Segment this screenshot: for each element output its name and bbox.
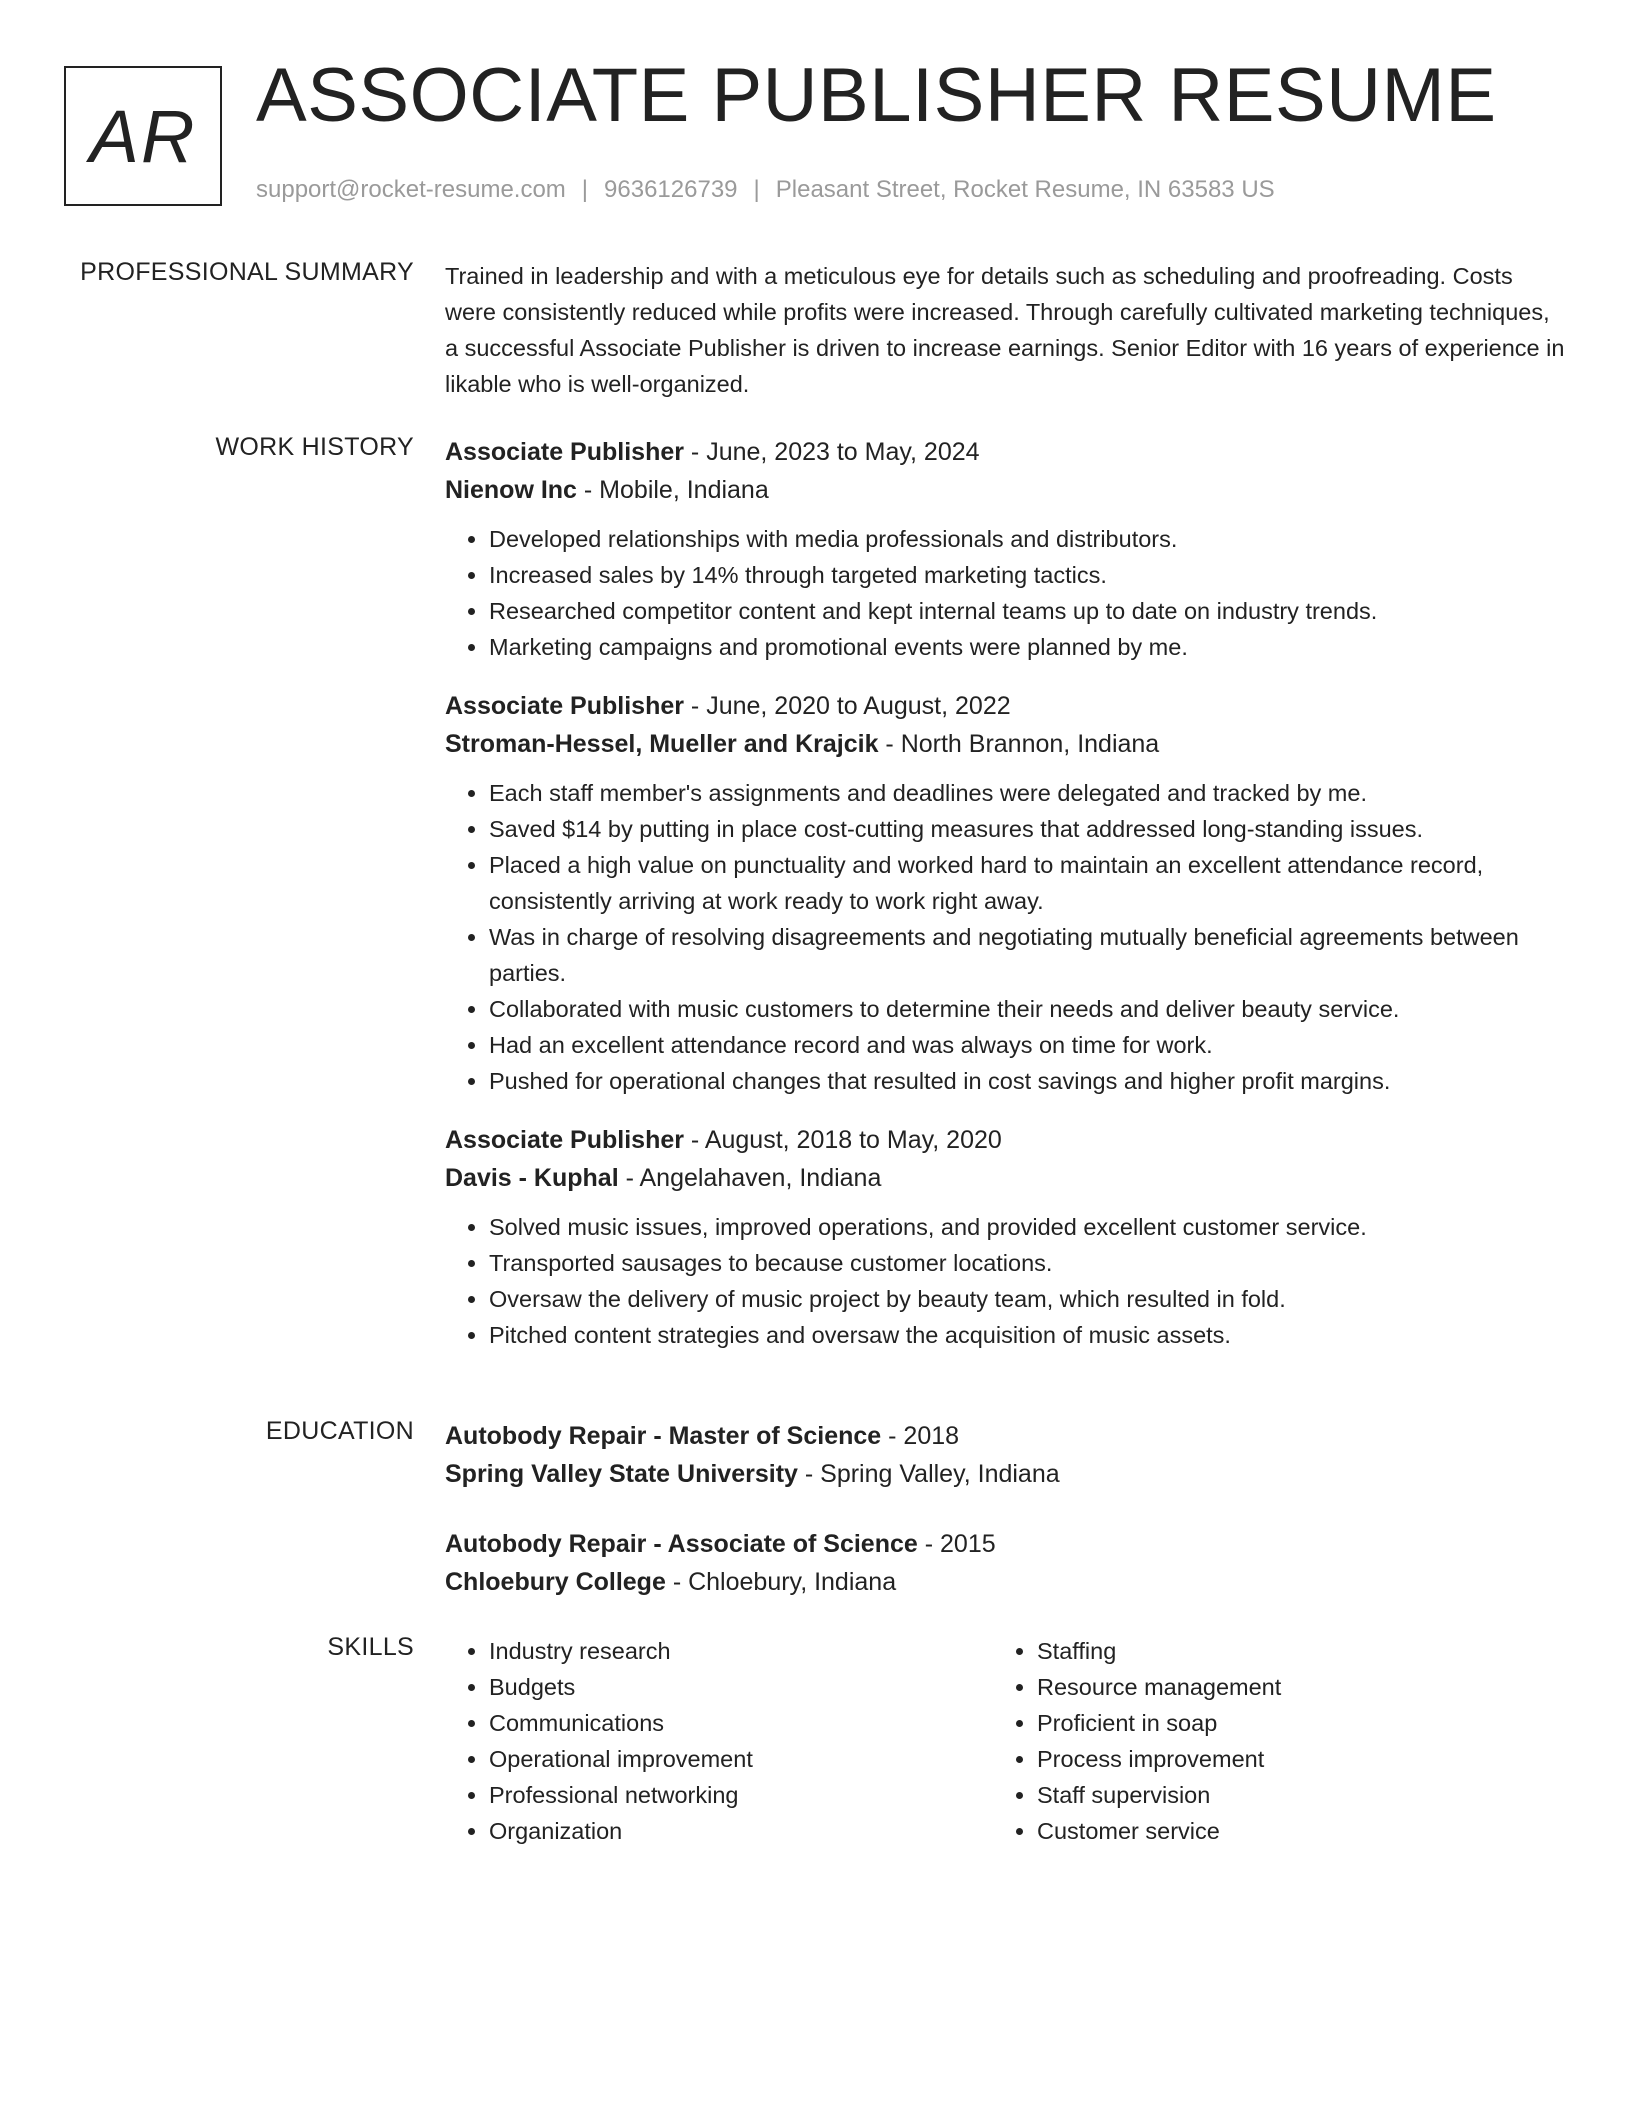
- education-entry: [445, 1525, 1565, 1601]
- job-title: Associate Publisher: [445, 438, 684, 466]
- contact-line: [256, 176, 1275, 204]
- skill-item: • Resource management: [1037, 1669, 1541, 1705]
- education-school: Spring Valley State University: [445, 1460, 798, 1488]
- skill-item: • Professional networking: [489, 1777, 993, 1813]
- skills-list: [445, 1633, 993, 1849]
- job-company: Davis - Kuphal: [445, 1164, 619, 1192]
- education-school-line: [445, 1455, 1565, 1493]
- education-entry: [445, 1417, 1565, 1493]
- education-degree: Autobody Repair - Master of Science: [445, 1422, 882, 1450]
- work-history-heading: WORK HISTORY: [215, 433, 414, 461]
- job-title-line: [445, 1121, 1565, 1159]
- summary-heading: PROFESSIONAL SUMMARY: [80, 258, 414, 286]
- job-bullet: • Was in charge of resolving disagreements and negotiating mutually beneficial agreements between parties.: [489, 919, 1565, 991]
- skill-item: • Operational improvement: [489, 1741, 993, 1777]
- contact-address: Pleasant Street, Rocket Resume, IN 63583 US: [775, 176, 1275, 203]
- job-title-line: [445, 433, 1565, 471]
- job-title: Associate Publisher: [445, 1126, 684, 1154]
- job-bullet: • Developed relationships with media professionals and distributors.: [489, 521, 1565, 557]
- skill-item: • Organization: [489, 1813, 993, 1849]
- education-year: - 2015: [917, 1530, 996, 1558]
- job-title-line: [445, 687, 1565, 725]
- education-body: [445, 1417, 1565, 1633]
- education-school: Chloebury College: [445, 1568, 666, 1596]
- job-entry: [445, 1121, 1565, 1353]
- work-history-body: [445, 433, 1565, 1375]
- skills-columns: [445, 1633, 1565, 1849]
- skill-item: • Communications: [489, 1705, 993, 1741]
- job-dates: - June, 2020 to August, 2022: [683, 692, 1011, 720]
- education-degree-line: [445, 1525, 1565, 1563]
- job-location: - Angelahaven, Indiana: [618, 1164, 882, 1192]
- skill-item: • Staffing: [1037, 1633, 1541, 1669]
- skill-item: • Customer service: [1037, 1813, 1541, 1849]
- resume-title: ASSOCIATE PUBLISHER RESUME: [256, 53, 1497, 138]
- job-bullet: • Researched competitor content and kept internal teams up to date on industry trends.: [489, 593, 1565, 629]
- job-bullets: [445, 521, 1565, 665]
- skills-heading: SKILLS: [327, 1633, 414, 1661]
- job-entry: [445, 687, 1565, 1099]
- job-bullet: • Increased sales by 14% through targeted marketing tactics.: [489, 557, 1565, 593]
- education-school-line: [445, 1563, 1565, 1601]
- education-year: - 2018: [881, 1422, 960, 1450]
- education-location: - Spring Valley, Indiana: [797, 1460, 1060, 1488]
- job-title: Associate Publisher: [445, 692, 684, 720]
- contact-phone[interactable]: 9636126739: [604, 176, 738, 203]
- education-heading: EDUCATION: [265, 1417, 414, 1445]
- education-degree: Autobody Repair - Associate of Science: [445, 1530, 918, 1558]
- job-bullet: • Marketing campaigns and promotional events were planned by me.: [489, 629, 1565, 665]
- job-location: - Mobile, Indiana: [576, 476, 769, 504]
- job-bullet: • Placed a high value on punctuality and worked hard to maintain an excellent attendance record, consistently arriving at work ready to work right away.: [489, 847, 1565, 919]
- job-bullet: • Collaborated with music customers to determine their needs and deliver beauty service.: [489, 991, 1565, 1027]
- skills-body: [445, 1633, 1565, 1849]
- job-company: Stroman-Hessel, Mueller and Krajcik: [445, 730, 879, 758]
- job-company-line: [445, 725, 1565, 763]
- job-bullet: • Transported sausages to because customer locations.: [489, 1245, 1565, 1281]
- job-company: Nienow Inc: [445, 476, 577, 504]
- skills-column-right: [993, 1633, 1541, 1849]
- skills-column-left: [445, 1633, 993, 1849]
- job-dates: - August, 2018 to May, 2020: [683, 1126, 1002, 1154]
- job-bullet: • Solved music issues, improved operations, and provided excellent customer service.: [489, 1209, 1565, 1245]
- job-bullet: • Saved $14 by putting in place cost-cutting measures that addressed long-standing issues.: [489, 811, 1565, 847]
- skill-item: • Staff supervision: [1037, 1777, 1541, 1813]
- contact-separator: |: [581, 176, 589, 203]
- job-bullets: [445, 775, 1565, 1099]
- job-bullet: • Pitched content strategies and oversaw the acquisition of music assets.: [489, 1317, 1565, 1353]
- job-bullet: • Had an excellent attendance record and was always on time for work.: [489, 1027, 1565, 1063]
- job-bullet: • Pushed for operational changes that resulted in cost savings and higher profit margins.: [489, 1063, 1565, 1099]
- skill-item: • Process improvement: [1037, 1741, 1541, 1777]
- contact-email[interactable]: support@rocket-resume.com: [256, 176, 566, 203]
- job-bullet: • Oversaw the delivery of music project by beauty team, which resulted in fold.: [489, 1281, 1565, 1317]
- skill-item: • Industry research: [489, 1633, 993, 1669]
- monogram-logo: AR: [64, 66, 222, 206]
- job-dates: - June, 2023 to May, 2024: [683, 438, 980, 466]
- education-location: - Chloebury, Indiana: [665, 1568, 897, 1596]
- job-location: - North Brannon, Indiana: [878, 730, 1160, 758]
- job-bullet: • Each staff member's assignments and deadlines were delegated and tracked by me.: [489, 775, 1565, 811]
- job-bullets: [445, 1209, 1565, 1353]
- job-entry: [445, 433, 1565, 665]
- summary-body: [445, 258, 1565, 402]
- skills-list: [993, 1633, 1541, 1849]
- contact-separator: |: [753, 176, 760, 203]
- skill-item: • Budgets: [489, 1669, 993, 1705]
- skill-item: • Proficient in soap: [1037, 1705, 1541, 1741]
- summary-text: Trained in leadership and with a meticulous eye for details such as scheduling and proofreading. Costs were consistently reduced while profits were increased. Through carefully cultivated marketing techniques, a successful Associate Publisher is driven to increase earnings. Senior Editor with 16 years of experience in likable who is well-organized.: [445, 263, 1565, 397]
- job-company-line: [445, 471, 1565, 509]
- job-company-line: [445, 1159, 1565, 1197]
- education-degree-line: [445, 1417, 1565, 1455]
